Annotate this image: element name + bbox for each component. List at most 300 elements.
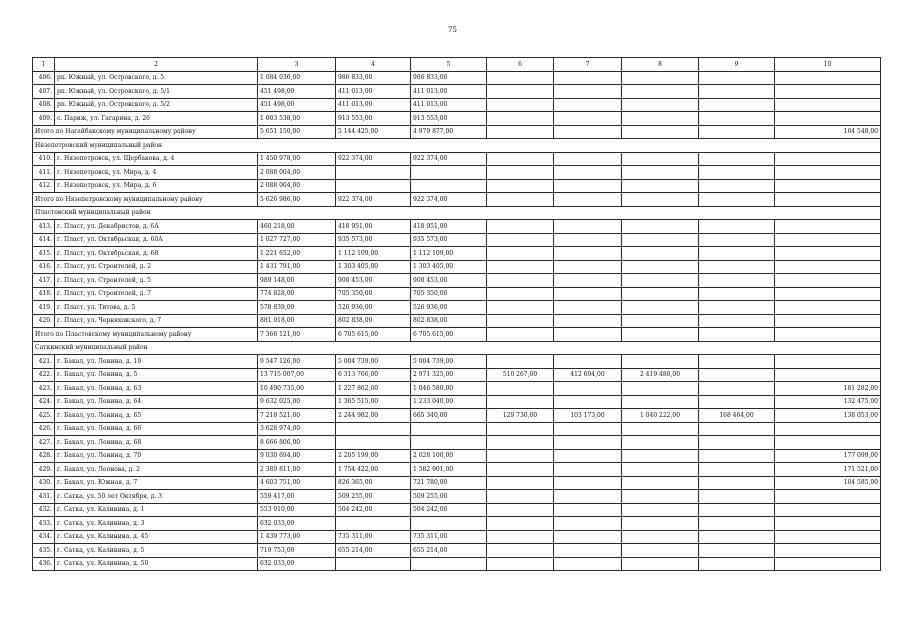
amount-cell	[622, 301, 699, 315]
amount-cell	[487, 436, 554, 450]
amount-cell: 1 431 791,00	[258, 260, 336, 274]
amount-cell	[554, 463, 622, 477]
total-row	[33, 125, 881, 139]
address-cell: г. Пласт, ул. Строителей, д. 7	[55, 287, 258, 301]
amount-cell: 504 242,00	[336, 503, 411, 517]
row-number: 432.	[33, 503, 55, 517]
amount-cell: 881 918,00	[258, 314, 336, 328]
table-row	[33, 544, 881, 558]
amount-cell	[699, 395, 775, 409]
amount-cell	[699, 490, 775, 504]
amount-cell	[775, 436, 881, 450]
column-header: 9	[699, 58, 775, 72]
row-number: 436.	[33, 557, 55, 571]
amount-cell: 510 267,00	[487, 368, 554, 382]
column-header: 10	[775, 58, 881, 72]
amount-cell: 735 311,00	[336, 530, 411, 544]
address-cell: г. Сатка, ул. Калинина, д. 50	[55, 557, 258, 571]
amount-cell	[554, 152, 622, 166]
amount-cell: 735 311,00	[411, 530, 487, 544]
column-header: 7	[554, 58, 622, 72]
row-number: 425.	[33, 409, 55, 423]
amount-cell: 2 971 325,00	[411, 368, 487, 382]
total-cell: 7 366 121,00	[258, 328, 336, 342]
table-row	[33, 260, 881, 274]
amount-cell: 168 464,00	[699, 409, 775, 423]
amount-cell	[622, 517, 699, 531]
column-header: 5	[411, 58, 487, 72]
address-cell: г. Сатка, ул. 50 лет Октября, д. 3	[55, 490, 258, 504]
amount-cell	[699, 422, 775, 436]
address-cell: г. Бакал, ул. Ленина, д. 64	[55, 395, 258, 409]
amount-cell	[622, 544, 699, 558]
address-cell: рп. Южный, ул. Островского, д. 5/2	[55, 98, 258, 112]
amount-cell	[487, 476, 554, 490]
amount-cell: 411 013,00	[411, 98, 487, 112]
address-cell: г. Нязепетровск, ул. Щербакова, д. 4	[55, 152, 258, 166]
address-cell: г. Пласт, ул. Титова, д. 5	[55, 301, 258, 315]
address-cell: с. Париж, ул. Гагарина, д. 26	[55, 112, 258, 126]
amount-cell	[554, 247, 622, 261]
amount-cell: 9 547 126,00	[258, 355, 336, 369]
address-cell: г. Пласт, ул. Строителей, д. 2	[55, 260, 258, 274]
amount-cell	[622, 287, 699, 301]
row-number: 408.	[33, 98, 55, 112]
amount-cell: 3 628 974,00	[258, 422, 336, 436]
amount-cell: 665 340,00	[411, 409, 487, 423]
row-number: 422.	[33, 368, 55, 382]
amount-cell	[699, 98, 775, 112]
amount-cell	[775, 152, 881, 166]
amount-cell	[622, 152, 699, 166]
table-row	[33, 530, 881, 544]
address-cell: г. Бакал, ул. Ленина, д. 70	[55, 449, 258, 463]
address-cell: г. Бакал, ул. Ленина, д. 63	[55, 382, 258, 396]
amount-cell	[699, 287, 775, 301]
amount-cell	[411, 422, 487, 436]
amount-cell	[622, 422, 699, 436]
table-row	[33, 409, 881, 423]
address-cell: рп. Южный, ул. Островского, д. 5/1	[55, 85, 258, 99]
amount-cell	[487, 166, 554, 180]
table-row	[33, 476, 881, 490]
amount-cell: 1 046 580,00	[411, 382, 487, 396]
row-number: 410.	[33, 152, 55, 166]
address-cell: г. Бакал, ул. Ленина, д. 65	[55, 409, 258, 423]
amount-cell	[622, 557, 699, 571]
amount-cell	[487, 71, 554, 85]
amount-cell: 171 521,00	[775, 463, 881, 477]
amount-cell: 578 839,00	[258, 301, 336, 315]
row-number: 426.	[33, 422, 55, 436]
amount-cell	[487, 287, 554, 301]
amount-cell	[622, 179, 699, 193]
amount-cell	[411, 436, 487, 450]
table-row	[33, 98, 881, 112]
amount-cell	[622, 98, 699, 112]
total-cell: 6 705 615,00	[411, 328, 487, 342]
amount-cell	[554, 301, 622, 315]
amount-cell	[775, 517, 881, 531]
amount-cell: 2 244 982,00	[336, 409, 411, 423]
amount-cell	[699, 544, 775, 558]
amount-cell: 922 374,00	[336, 152, 411, 166]
amount-cell	[699, 463, 775, 477]
amount-cell	[487, 152, 554, 166]
total-cell: 4 979 877,00	[411, 125, 487, 139]
amount-cell: 900 453,00	[411, 274, 487, 288]
total-row	[33, 193, 881, 207]
amount-cell	[554, 314, 622, 328]
amount-cell	[622, 314, 699, 328]
total-cell	[699, 193, 775, 207]
address-cell: г. Бакал, ул. Ленина, д. 19	[55, 355, 258, 369]
total-cell: 5 626 986,00	[258, 193, 336, 207]
row-number: 424.	[33, 395, 55, 409]
amount-cell	[554, 220, 622, 234]
amount-cell: 1 084 036,00	[258, 71, 336, 85]
total-cell	[622, 193, 699, 207]
address-cell: г. Сатка, ул. Калинина, д. 5	[55, 544, 258, 558]
amount-cell	[487, 422, 554, 436]
amount-cell: 986 833,00	[411, 71, 487, 85]
column-header: 6	[487, 58, 554, 72]
row-number: 407.	[33, 85, 55, 99]
amount-cell	[487, 490, 554, 504]
amount-cell	[622, 233, 699, 247]
total-cell: 922 374,00	[411, 193, 487, 207]
amount-cell	[487, 179, 554, 193]
amount-cell: 986 833,00	[336, 71, 411, 85]
amount-cell	[554, 382, 622, 396]
amount-cell	[411, 179, 487, 193]
amount-cell	[622, 247, 699, 261]
amount-cell	[487, 274, 554, 288]
row-number: 430.	[33, 476, 55, 490]
row-number: 428.	[33, 449, 55, 463]
amount-cell: 553 910,00	[258, 503, 336, 517]
amount-cell	[699, 260, 775, 274]
amount-cell: 2 205 199,00	[336, 449, 411, 463]
amount-cell	[554, 557, 622, 571]
table-row	[33, 247, 881, 261]
address-cell: г. Пласт, ул. Строителей, д. 5	[55, 274, 258, 288]
amount-cell	[699, 233, 775, 247]
amount-cell	[775, 71, 881, 85]
amount-cell: 1 112 109,00	[336, 247, 411, 261]
address-cell: г. Бакал, ул. Ленина, д. 68	[55, 436, 258, 450]
total-cell	[699, 328, 775, 342]
amount-cell: 2 088 004,00	[258, 179, 336, 193]
total-label: Итого по Пластовскому муниципальному району	[33, 328, 258, 342]
amount-cell: 655 214,00	[411, 544, 487, 558]
amount-cell	[622, 395, 699, 409]
row-number: 431.	[33, 490, 55, 504]
amount-cell	[487, 557, 554, 571]
amount-cell	[554, 274, 622, 288]
amount-cell: 922 374,00	[411, 152, 487, 166]
amount-cell	[411, 166, 487, 180]
table-row	[33, 152, 881, 166]
amount-cell: 935 573,00	[336, 233, 411, 247]
amount-cell: 1 112 109,00	[411, 247, 487, 261]
amount-cell: 719 753,00	[258, 544, 336, 558]
address-cell: г. Сатка, ул. Калинина, д. 3	[55, 517, 258, 531]
amount-cell	[775, 274, 881, 288]
total-cell	[554, 125, 622, 139]
amount-cell	[622, 530, 699, 544]
amount-cell	[487, 260, 554, 274]
amount-cell	[775, 314, 881, 328]
total-cell: 922 374,00	[336, 193, 411, 207]
row-number: 409.	[33, 112, 55, 126]
amount-cell	[487, 301, 554, 315]
amount-cell	[411, 517, 487, 531]
amount-cell	[622, 71, 699, 85]
amount-cell	[487, 233, 554, 247]
amount-cell	[554, 287, 622, 301]
amount-cell: 913 553,00	[336, 112, 411, 126]
section-row	[33, 341, 881, 355]
amount-cell	[699, 314, 775, 328]
amount-cell	[699, 166, 775, 180]
table-row	[33, 355, 881, 369]
amount-cell	[554, 503, 622, 517]
amount-cell	[487, 98, 554, 112]
amount-cell	[554, 490, 622, 504]
amount-cell: 1 365 515,00	[336, 395, 411, 409]
table-row	[33, 71, 881, 85]
amount-cell	[699, 557, 775, 571]
total-cell: 164 548,00	[775, 125, 881, 139]
amount-cell	[554, 260, 622, 274]
amount-cell	[622, 85, 699, 99]
address-cell: г. Пласт, ул. Декабристов, д. 6А	[55, 220, 258, 234]
amount-cell	[487, 463, 554, 477]
amount-cell	[554, 112, 622, 126]
amount-cell: 802 838,00	[336, 314, 411, 328]
amount-cell	[336, 517, 411, 531]
amount-cell	[487, 395, 554, 409]
amount-cell: 1 582 901,00	[411, 463, 487, 477]
column-header: 3	[258, 58, 336, 72]
amount-cell: 935 573,00	[411, 233, 487, 247]
amount-cell: 7 218 521,00	[258, 409, 336, 423]
row-number: 420.	[33, 314, 55, 328]
amount-cell	[622, 260, 699, 274]
amount-cell	[699, 530, 775, 544]
total-cell	[699, 125, 775, 139]
amount-cell: 129 730,00	[487, 409, 554, 423]
amount-cell: 9 030 694,00	[258, 449, 336, 463]
amount-cell	[699, 503, 775, 517]
amount-cell	[554, 71, 622, 85]
table-row	[33, 274, 881, 288]
table-row	[33, 490, 881, 504]
amount-cell: 5 004 739,00	[411, 355, 487, 369]
section-title: Саткинский муниципальный район	[33, 341, 881, 355]
amount-cell	[775, 220, 881, 234]
row-number: 406.	[33, 71, 55, 85]
amount-cell: 451 498,00	[258, 98, 336, 112]
amount-cell: 177 099,00	[775, 449, 881, 463]
table-row	[33, 449, 881, 463]
table-row	[33, 368, 881, 382]
section-row	[33, 139, 881, 153]
amount-cell	[554, 476, 622, 490]
amount-cell: 655 214,00	[336, 544, 411, 558]
row-number: 427.	[33, 436, 55, 450]
amount-cell: 13 715 007,00	[258, 368, 336, 382]
total-cell	[487, 125, 554, 139]
amount-cell	[699, 517, 775, 531]
amount-cell	[699, 85, 775, 99]
amount-cell	[775, 557, 881, 571]
amount-cell	[487, 530, 554, 544]
table-row	[33, 314, 881, 328]
amount-cell	[487, 247, 554, 261]
header-row	[33, 58, 881, 72]
amount-cell: 1 233 040,00	[411, 395, 487, 409]
amount-cell	[699, 220, 775, 234]
address-cell: рп. Южный, ул. Островского, д. 5	[55, 71, 258, 85]
address-cell: г. Бакал, ул. Южная, д. 7	[55, 476, 258, 490]
amount-cell: 451 498,00	[258, 85, 336, 99]
amount-cell	[699, 382, 775, 396]
amount-cell	[554, 166, 622, 180]
amount-cell: 721 780,00	[411, 476, 487, 490]
section-row	[33, 206, 881, 220]
amount-cell	[775, 368, 881, 382]
row-number: 434.	[33, 530, 55, 544]
amount-cell: 412 694,00	[554, 368, 622, 382]
row-number: 415.	[33, 247, 55, 261]
amount-cell	[699, 449, 775, 463]
amount-cell	[699, 368, 775, 382]
total-label: Итого по Нагайбакскому муниципальному району	[33, 125, 258, 139]
amount-cell	[554, 436, 622, 450]
amount-cell	[487, 112, 554, 126]
amount-cell: 418 951,00	[411, 220, 487, 234]
table-row	[33, 220, 881, 234]
amount-cell: 104 585,00	[775, 476, 881, 490]
amount-cell	[487, 85, 554, 99]
table-row	[33, 166, 881, 180]
amount-cell	[775, 503, 881, 517]
table-row	[33, 85, 881, 99]
amount-cell: 138 053,00	[775, 409, 881, 423]
amount-cell	[554, 85, 622, 99]
amount-cell	[622, 449, 699, 463]
amount-cell: 1 754 422,00	[336, 463, 411, 477]
column-header: 1	[33, 58, 55, 72]
amount-cell: 1 450 978,00	[258, 152, 336, 166]
row-number: 413.	[33, 220, 55, 234]
amount-cell	[699, 301, 775, 315]
amount-cell	[487, 503, 554, 517]
row-number: 419.	[33, 301, 55, 315]
amount-cell	[699, 71, 775, 85]
address-cell: г. Бакал, ул. Леонова, д. 2	[55, 463, 258, 477]
amount-cell	[622, 220, 699, 234]
amount-cell	[336, 179, 411, 193]
amount-cell	[775, 85, 881, 99]
column-header: 4	[336, 58, 411, 72]
total-label: Итого по Нязепетровскому муниципальному району	[33, 193, 258, 207]
amount-cell: 132 475,00	[775, 395, 881, 409]
amount-cell	[775, 422, 881, 436]
row-number: 416.	[33, 260, 55, 274]
row-number: 435.	[33, 544, 55, 558]
amount-cell	[554, 422, 622, 436]
amount-cell	[699, 355, 775, 369]
amount-cell	[775, 287, 881, 301]
amount-cell	[699, 247, 775, 261]
amount-cell: 10 490 735,00	[258, 382, 336, 396]
amount-cell: 526 936,00	[336, 301, 411, 315]
row-number: 429.	[33, 463, 55, 477]
table-row	[33, 422, 881, 436]
amount-cell	[775, 179, 881, 193]
amount-cell	[487, 382, 554, 396]
amount-cell	[622, 274, 699, 288]
amount-cell: 504 242,00	[411, 503, 487, 517]
total-cell	[622, 125, 699, 139]
table-row	[33, 503, 881, 517]
amount-cell	[775, 544, 881, 558]
amount-cell	[622, 463, 699, 477]
table-row	[33, 517, 881, 531]
row-number: 414.	[33, 233, 55, 247]
table-row	[33, 382, 881, 396]
total-cell: 5 651 150,00	[258, 125, 336, 139]
amount-cell	[775, 112, 881, 126]
amount-cell	[775, 355, 881, 369]
total-row	[33, 328, 881, 342]
amount-cell	[699, 476, 775, 490]
amount-cell: 2 028 100,00	[411, 449, 487, 463]
amount-cell	[336, 166, 411, 180]
amount-cell: 802 838,00	[411, 314, 487, 328]
amount-cell: 559 417,00	[258, 490, 336, 504]
amount-cell: 181 282,00	[775, 382, 881, 396]
amount-cell	[487, 517, 554, 531]
amount-cell	[487, 220, 554, 234]
amount-cell: 774 828,00	[258, 287, 336, 301]
total-cell: 5 144 425,00	[336, 125, 411, 139]
address-cell: г. Бакал, ул. Ленина, д. 66	[55, 422, 258, 436]
row-number: 411.	[33, 166, 55, 180]
amount-cell: 9 632 025,00	[258, 395, 336, 409]
amount-cell: 8 666 806,00	[258, 436, 336, 450]
amount-cell	[775, 233, 881, 247]
address-cell: г. Пласт, ул. Черняховского, д. 7	[55, 314, 258, 328]
table-row	[33, 112, 881, 126]
row-number: 417.	[33, 274, 55, 288]
total-cell	[487, 328, 554, 342]
row-number: 412.	[33, 179, 55, 193]
table-body	[33, 58, 881, 571]
column-header: 2	[55, 58, 258, 72]
amount-cell	[775, 247, 881, 261]
address-cell: г. Пласт, ул. Октябрьская, д. 60А	[55, 233, 258, 247]
column-header: 8	[622, 58, 699, 72]
row-number: 423.	[33, 382, 55, 396]
amount-cell: 2 389 811,00	[258, 463, 336, 477]
page-number: 75	[448, 26, 457, 34]
amount-cell: 1 303 405,00	[411, 260, 487, 274]
amount-cell	[699, 436, 775, 450]
